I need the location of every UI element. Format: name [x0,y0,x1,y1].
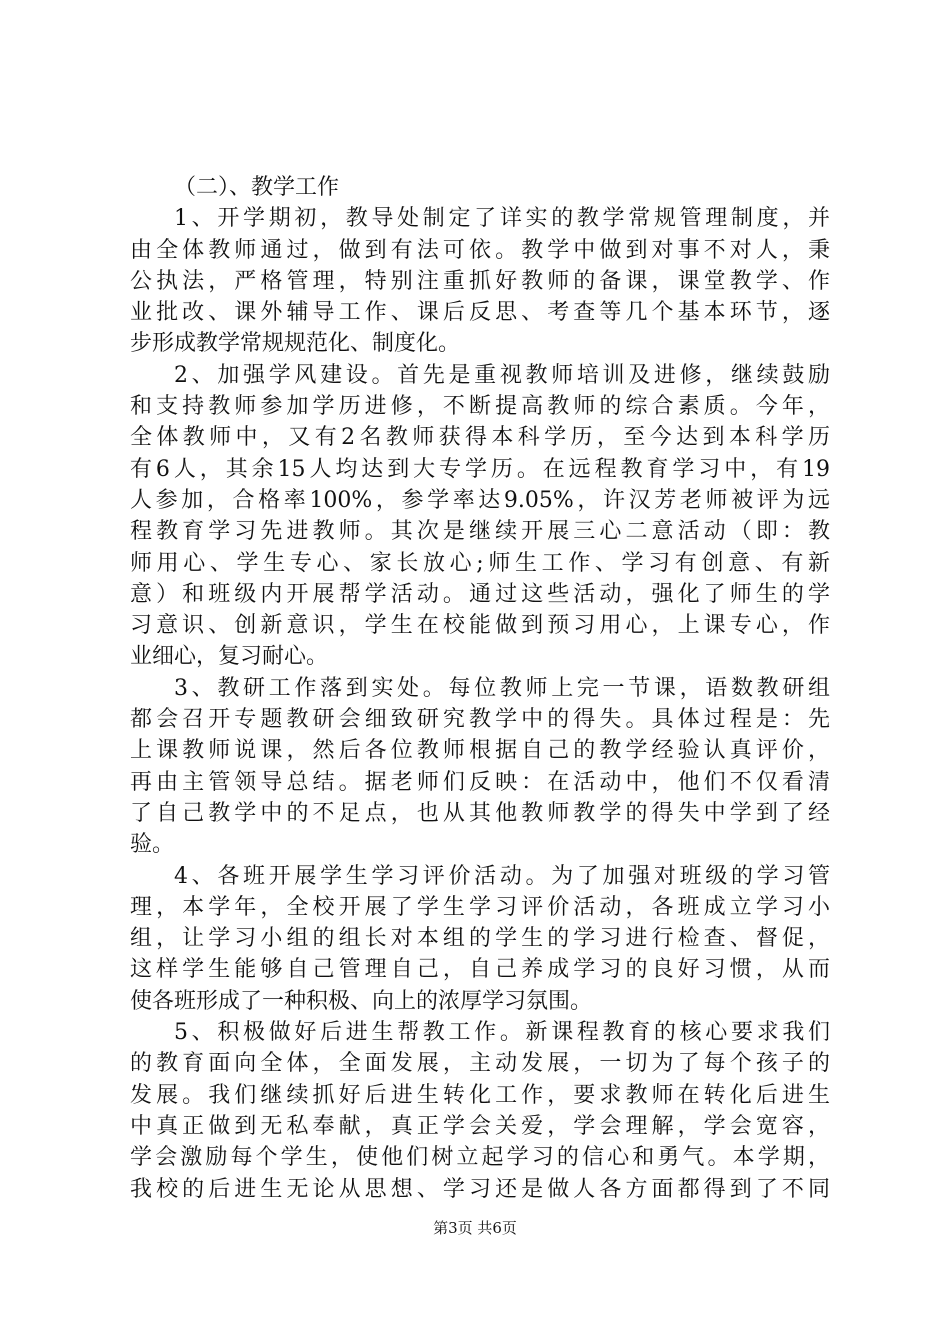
text-line: 2、加强学风建设。首先是重视教师培训及进修，继续鼓励 [174,362,830,388]
text-line: 理，本学年，全校开展了学生学习评价活动，各班成立学习小 [130,894,830,920]
text-line: 人参加，合格率100%，参学率达9.05%，许汉芳老师被评为远 [130,487,830,513]
page-footer: 第3页 共6页 [433,1219,517,1237]
text-line: 由全体教师通过，做到有法可依。教学中做到对事不对人，秉 [130,237,830,263]
text-line: 学会激励每个学生，使他们树立起学习的信心和勇气。本学期， [130,1145,830,1171]
text-line: 公执法，严格管理，特别注重抓好教师的备课，课堂教学、作 [130,268,830,294]
document-body [130,172,830,1205]
text-line: 了自己教学中的不足点，也从其他教师教学的得失中学到了经 [130,800,830,826]
text-line: 中真正做到无私奉献，真正学会关爱，学会理解，学会宽容， [130,1113,830,1139]
text-line: 全体教师中，又有2名教师获得本科学历，至今达到本科学历 [130,425,830,451]
text-line: 上课教师说课，然后各位教师根据自己的教学经验认真评价， [130,738,830,764]
text-line: 意）和班级内开展帮学活动。通过这些活动，强化了师生的学 [130,581,830,607]
paragraph-lines [130,203,830,1205]
text-line: 的教育面向全体，全面发展，主动发展，一切为了每个孩子的 [130,1051,830,1077]
text-line: 步形成教学常规规范化、制度化。 [130,331,461,357]
text-line: 使各班形成了一种积极、向上的浓厚学习氛围。 [130,988,593,1014]
text-line: 这样学生能够自己管理自己，自己养成学习的良好习惯，从而 [130,957,830,983]
text-line: 1、开学期初，教导处制定了详实的教学常规管理制度，并 [174,206,830,232]
text-line: 再由主管领导总结。据老师们反映：在活动中，他们不仅看清 [130,769,830,795]
text-line: 组，让学习小组的组长对本组的学生的学习进行检查、督促， [130,926,830,952]
text-line: 发展。我们继续抓好后进生转化工作，要求教师在转化后进生 [130,1082,830,1108]
text-line: 和支持教师参加学历进修，不断提高教师的综合素质。今年， [130,394,830,420]
text-line: 习意识、创新意识，学生在校能做到预习用心，上课专心，作 [130,613,830,639]
text-line: 都会召开专题教研会细致研究教学中的得失。具体过程是：先 [130,707,830,733]
text-line: 业批改、课外辅导工作、课后反思、考查等几个基本环节，逐 [130,300,830,326]
text-line: 3、教研工作落到实处。每位教师上完一节课，语数教研组 [174,675,830,701]
text-line: 师用心、学生专心、家长放心;师生工作、学习有创意、有新 [130,550,830,576]
text-line: 4、各班开展学生学习评价活动。为了加强对班级的学习管 [174,863,830,889]
text-line: 我校的后进生无论从思想、学习还是做人各方面都得到了不同 [130,1176,830,1202]
text-line: 验。 [130,832,175,858]
text-line: 5、积极做好后进生帮教工作。新课程教育的核心要求我们 [174,1020,830,1046]
text-line: 业细心，复习耐心。 [130,644,329,670]
text-line: 程教育学习先进教师。其次是继续开展三心二意活动（即：教 [130,519,830,545]
section-heading: （二）、教学工作 [174,175,340,200]
text-line: 有6人，其余15人均达到大专学历。在远程教育学习中，有19 [130,456,830,482]
